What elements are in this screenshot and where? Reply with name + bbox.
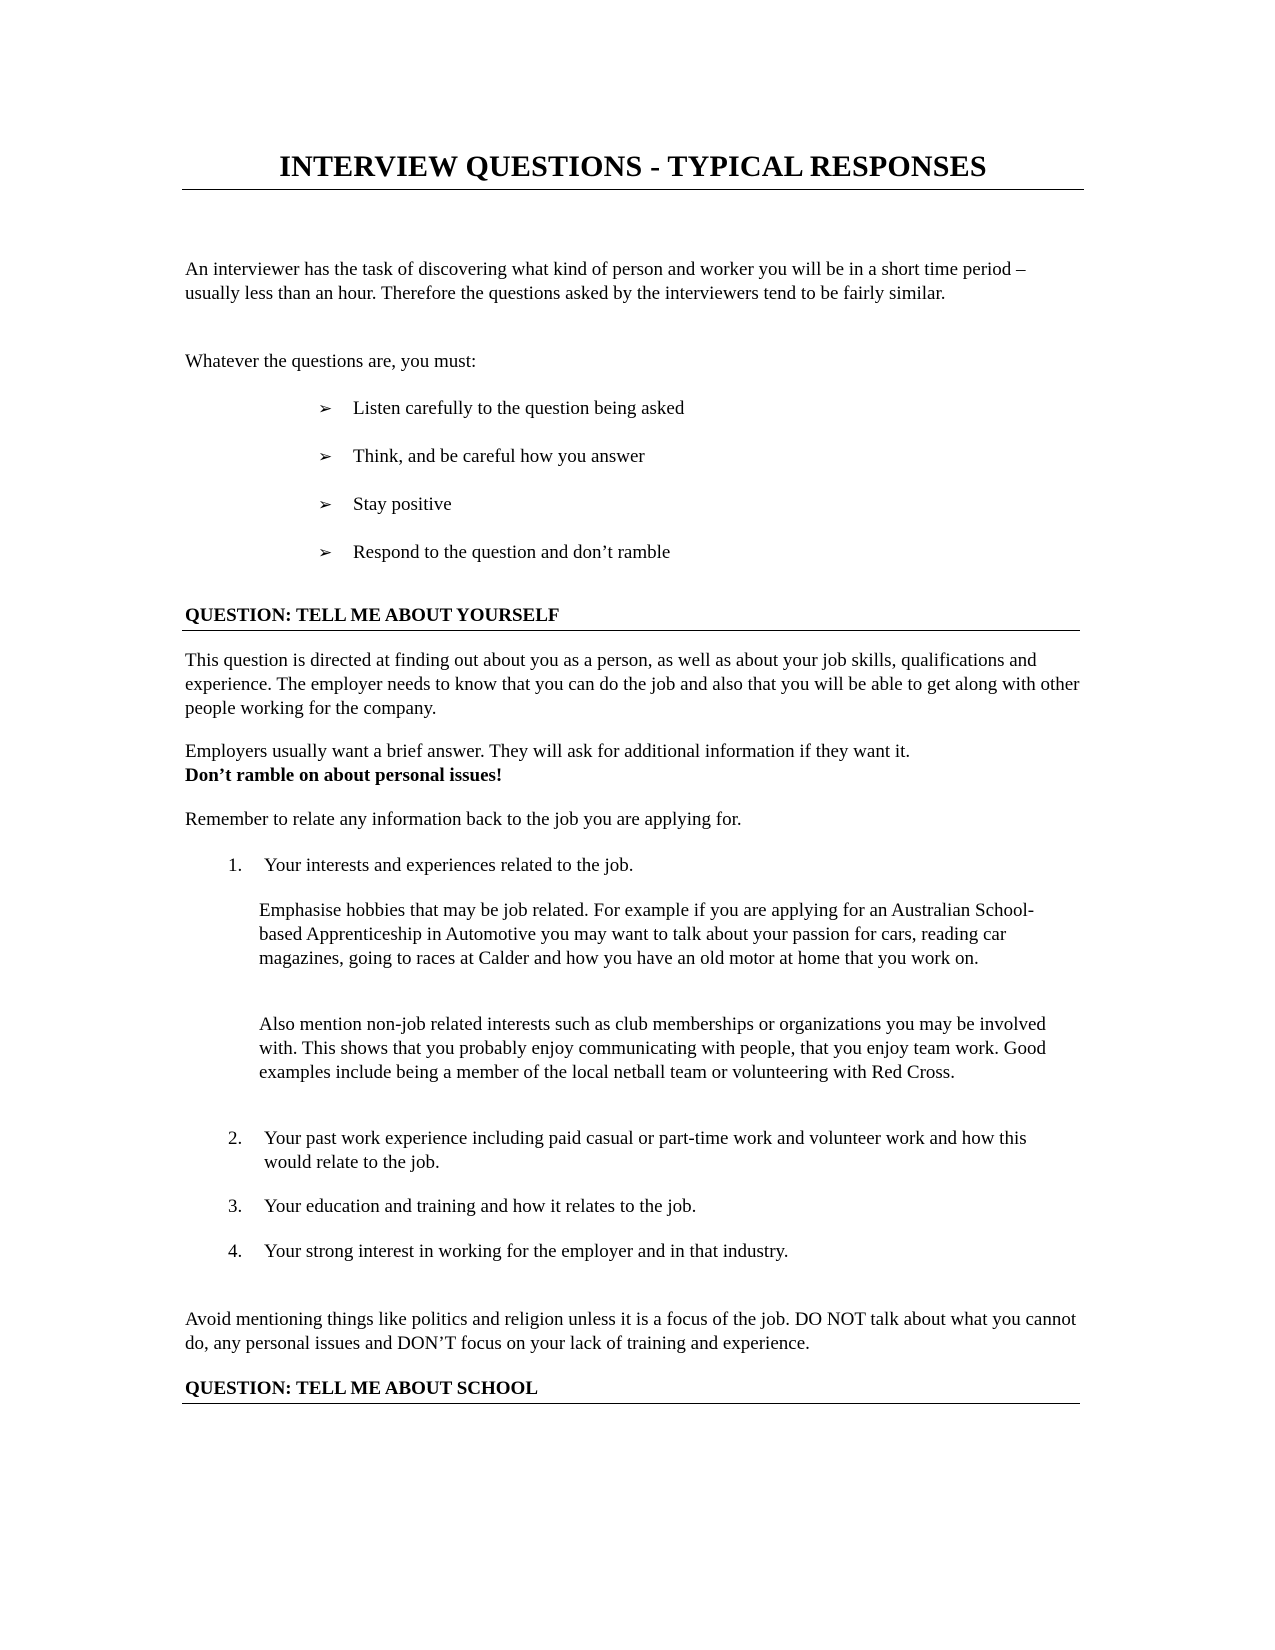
- intro-lead: Whatever the questions are, you must:: [185, 351, 477, 372]
- item-number: 2.: [228, 1128, 243, 1149]
- arrow-bullet-icon: ➢: [318, 399, 333, 419]
- item-text: Your interests and experiences related to the job.: [264, 855, 634, 876]
- bullet-item: [318, 397, 1018, 421]
- bullet-item: [318, 541, 1018, 565]
- intro-bullet-list: [318, 397, 1018, 589]
- emphasis-warning: Don’t ramble on about personal issues!: [185, 765, 503, 786]
- item-number: 4.: [228, 1241, 243, 1262]
- item-1-detail-1: Emphasise hobbies that may be job related. For example if you are applying for an Australian School-based Apprenticeship in Automotive you may want to talk about your passion for cars, reading car magazines, going to races at Calder and how you have an old motor at home that you work on.: [259, 900, 1035, 969]
- document-title: INTERVIEW QUESTIONS - TYPICAL RESPONSES: [279, 150, 987, 183]
- item-number: 3.: [228, 1196, 243, 1217]
- bullet-text: Respond to the question and don’t ramble: [353, 542, 671, 563]
- section-heading-yourself: QUESTION: TELL ME ABOUT YOURSELF: [185, 605, 560, 626]
- bullet-text: Think, and be careful how you answer: [353, 446, 645, 467]
- section1-paragraph-2: [185, 740, 1085, 788]
- section-heading-rule: [182, 1403, 1080, 1404]
- section1-paragraph-3: Remember to relate any information back to the job you are applying for.: [185, 809, 742, 830]
- arrow-bullet-icon: ➢: [318, 495, 333, 515]
- item-text: Your strong interest in working for the employer and in that industry.: [264, 1241, 789, 1262]
- bullet-text: Listen carefully to the question being asked: [353, 398, 685, 419]
- item-text: Your education and training and how it relates to the job.: [264, 1196, 697, 1217]
- bullet-item: [318, 493, 1018, 517]
- item-1-detail-2: Also mention non-job related interests such as club memberships or organizations you may be involved with. This shows that you probably enjoy communicating with people, that you enjoy team work. Good examples include being a member of the local netball team or volunteering with Red Cross.: [259, 1014, 1046, 1083]
- item-text: Your past work experience including paid casual or part-time work and volunteer work and how this would relate to the job.: [264, 1128, 1027, 1173]
- title-underline: [182, 189, 1084, 190]
- bullet-item: [318, 445, 1018, 469]
- arrow-bullet-icon: ➢: [318, 447, 333, 467]
- section-heading-school: QUESTION: TELL ME ABOUT SCHOOL: [185, 1378, 539, 1399]
- section1-paragraph-1: This question is directed at finding out about you as a person, as well as about your job skills, qualifications and experience. The employer needs to know that you can do the job and also that you will be able to get along with other people working for the company.: [185, 650, 1080, 719]
- bullet-text: Stay positive: [353, 494, 452, 515]
- arrow-bullet-icon: ➢: [318, 543, 333, 563]
- section-heading-rule: [182, 630, 1080, 631]
- intro-paragraph: An interviewer has the task of discovering what kind of person and worker you will be in a short time period – usually less than an hour. Therefore the questions asked by the interviewers tend to be fairly similar.: [185, 259, 1026, 304]
- item-number: 1.: [228, 855, 243, 876]
- section1-paragraph-2-text: Employers usually want a brief answer. They will ask for additional information if they want it.: [185, 741, 911, 762]
- section1-closing: Avoid mentioning things like politics and religion unless it is a focus of the job. DO NOT talk about what you cannot do, any personal issues and DON’T focus on your lack of training and experience.: [185, 1309, 1077, 1354]
